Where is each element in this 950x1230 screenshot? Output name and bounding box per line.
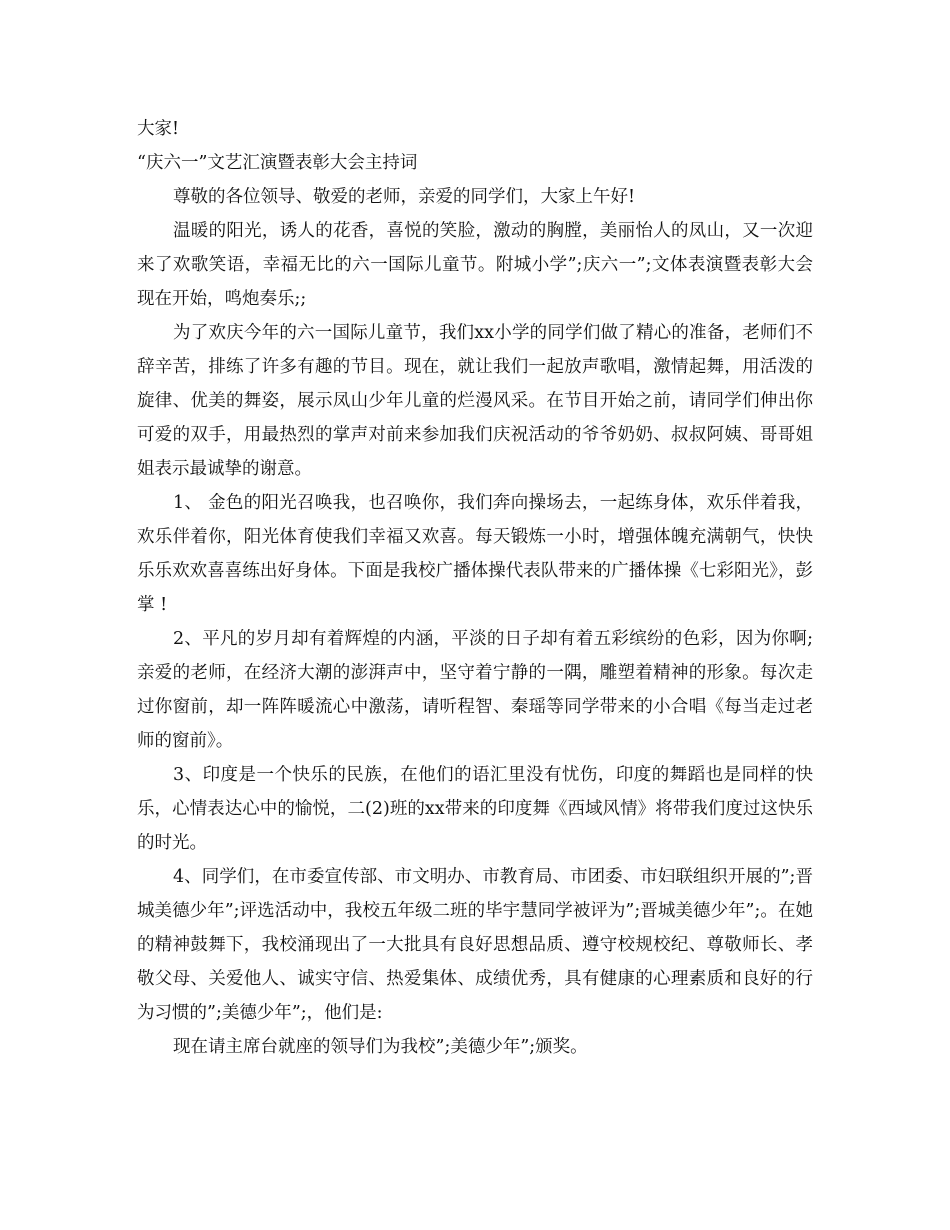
- paragraph-intro: 温暖的阳光，诱人的花香，喜悦的笑脸，激动的胸膛，美丽怡人的凤山，又一次迎来了欢歌笑语，幸福无比的六一国际儿童节。附城小学”;庆六一”;文体表演暨表彰大会现在开始，鸣炮奏乐;;: [137, 221, 813, 309]
- closing-line: 现在请主席台就座的领导们为我校”;美德少年”;颁奖。: [173, 1037, 588, 1057]
- program-item-3: 3、印度是一个快乐的民族，在他们的语汇里没有忧伤，印度的舞蹈也是同样的快乐，心情表达心中的愉悦，二(2)班的xx带来的印度舞《西域风情》将带我们度过这快乐的时光。: [137, 765, 813, 853]
- program-item-1: 1、 金色的阳光召唤我，也召唤你，我们奔向操场去，一起练身体，欢乐伴着我，欢乐伴着你，阳光体育使我们幸福又欢喜。每天锻炼一小时，增强体魄充满朝气，快快乐乐欢欢喜喜练出好身体。下面是我校广播体操代表队带来的广播体操《七彩阳光》，彭掌 !: [137, 493, 813, 615]
- greeting-line: 大家!: [137, 119, 180, 139]
- document-body: [137, 112, 813, 1064]
- program-item-2: 2、平凡的岁月却有着辉煌的内涵，平淡的日子却有着五彩缤纷的色彩，因为你啊;亲爱的老师，在经济大潮的澎湃声中，坚守着宁静的一隅，雕塑着精神的形象。每次走过你窗前，却一阵阵暖流心中激荡，请听程智、秦瑶等同学带来的小合唱《每当走过老师的窗前》。: [137, 629, 813, 751]
- paragraph-preparation: 为了欢庆今年的六一国际儿童节，我们xx小学的同学们做了精心的准备，老师们不辞辛苦，排练了许多有趣的节目。现在，就让我们一起放声歌唱，激情起舞，用活泼的旋律、优美的舞姿，展示凤山少年儿童的烂漫风采。在节目开始之前，请同学们伸出你可爱的双手，用最热烈的掌声对前来参加我们庆祝活动的爷爷奶奶、叔叔阿姨、哥哥姐姐表示最诚挚的谢意。: [137, 323, 813, 479]
- document-title: “庆六一”文艺汇演暨表彰大会主持词: [137, 153, 418, 173]
- program-item-4: 4、同学们，在市委宣传部、市文明办、市教育局、市团委、市妇联组织开展的”;晋城美德少年”;评选活动中，我校五年级二班的毕宇慧同学被评为”;晋城美德少年”;。在她的精神鼓舞下，我校涌现出了一大批具有良好思想品质、遵守校规校纪、尊敬师长、孝敬父母、关爱他人、诚实守信、热爱集体、成绩优秀，具有健康的心理素质和良好的行为习惯的”;美德少年”;，他们是:: [137, 867, 813, 1023]
- opening-greeting: 尊敬的各位领导、敬爱的老师，亲爱的同学们，大家上午好!: [173, 187, 636, 207]
